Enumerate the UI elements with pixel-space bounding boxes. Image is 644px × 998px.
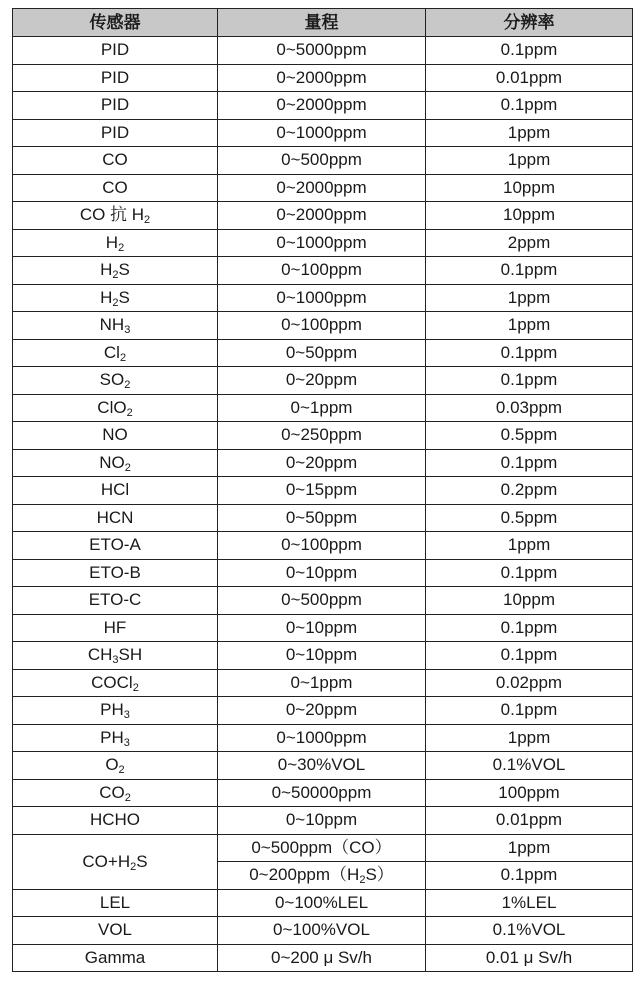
sensor-cell: $H_2S$: [13, 257, 218, 285]
sensor-cell: $CO+H_2S$: [13, 834, 218, 889]
resolution-cell: 1ppm: [426, 119, 633, 147]
table-row: [13, 92, 633, 120]
range-cell: 0~10ppm: [218, 807, 426, 835]
table-row: [13, 724, 633, 752]
sensor-cell: COCl$_2$: [13, 669, 218, 697]
table-row: [13, 834, 633, 862]
resolution-cell: 0.1ppm: [426, 92, 633, 120]
column-header-resolution: 分辨率: [426, 9, 633, 37]
range-cell: 0~10ppm: [218, 614, 426, 642]
table-row: [13, 449, 633, 477]
range-cell: 0~10ppm: [218, 642, 426, 670]
column-header-range: 量程: [218, 9, 426, 37]
resolution-cell: 0.1ppm: [426, 257, 633, 285]
sensor-cell: CO: [13, 147, 218, 175]
sensor-cell: PID: [13, 92, 218, 120]
sensor-cell: ClO$_2$: [13, 394, 218, 422]
sensor-spec-sheet: [12, 8, 632, 972]
resolution-cell: 0.1%VOL: [426, 752, 633, 780]
table-row: [13, 944, 633, 972]
resolution-cell: 0.2ppm: [426, 477, 633, 505]
table-row: [13, 917, 633, 945]
range-cell: 0~2000ppm: [218, 64, 426, 92]
table-row: [13, 339, 633, 367]
range-cell: 0~20ppm: [218, 697, 426, 725]
table-row: [13, 422, 633, 450]
column-header-sensor: 传感器: [13, 9, 218, 37]
table-row: [13, 257, 633, 285]
range-cell: 0~50000ppm: [218, 779, 426, 807]
table-row: [13, 174, 633, 202]
resolution-cell: 10ppm: [426, 174, 633, 202]
resolution-cell: 1ppm: [426, 312, 633, 340]
sensor-cell: NO: [13, 422, 218, 450]
resolution-cell: 0.1ppm: [426, 339, 633, 367]
sensor-cell: $NO_2$: [13, 449, 218, 477]
range-cell: 0~1ppm: [218, 394, 426, 422]
range-cell: 0~15ppm: [218, 477, 426, 505]
resolution-cell: 0.1ppm: [426, 37, 633, 65]
range-cell: 0~20ppm: [218, 367, 426, 395]
sensor-cell: $H_2$: [13, 229, 218, 257]
sensor-cell: HCN: [13, 504, 218, 532]
range-cell: 0~200 μ Sv/h: [218, 944, 426, 972]
table-row: [13, 367, 633, 395]
resolution-cell: 0.1ppm: [426, 614, 633, 642]
table-header-row: [13, 9, 633, 37]
range-cell: 0~50ppm: [218, 339, 426, 367]
table-row: [13, 394, 633, 422]
resolution-cell: 0.1ppm: [426, 862, 633, 890]
sensor-cell: PID: [13, 37, 218, 65]
table-row: [13, 312, 633, 340]
range-cell: $0\sim 200ppm(H_2S)$: [218, 862, 426, 890]
sensor-cell: ETO-C: [13, 587, 218, 615]
table-row: [13, 504, 633, 532]
sensor-cell: $CO_2$: [13, 779, 218, 807]
resolution-cell: 0.1ppm: [426, 367, 633, 395]
resolution-cell: 0.03ppm: [426, 394, 633, 422]
sensor-cell: HF: [13, 614, 218, 642]
sensor-cell: LEL: [13, 889, 218, 917]
sensor-cell: $PH_3$: [13, 697, 218, 725]
range-cell: 0~1000ppm: [218, 284, 426, 312]
range-cell: 0~10ppm: [218, 559, 426, 587]
sensor-cell: Gamma: [13, 944, 218, 972]
resolution-cell: 2ppm: [426, 229, 633, 257]
range-cell: 0~2000ppm: [218, 202, 426, 230]
range-cell: 0~1000ppm: [218, 724, 426, 752]
range-cell: 0~500ppm: [218, 587, 426, 615]
sensor-cell: $H_2S$: [13, 284, 218, 312]
sensor-cell: $SO_2$: [13, 367, 218, 395]
table-row: [13, 64, 633, 92]
resolution-cell: 0.01 μ Sv/h: [426, 944, 633, 972]
resolution-cell: 0.01ppm: [426, 807, 633, 835]
table-row: [13, 119, 633, 147]
table-row: [13, 284, 633, 312]
resolution-cell: 1ppm: [426, 724, 633, 752]
table-row: [13, 559, 633, 587]
resolution-cell: 0.1ppm: [426, 697, 633, 725]
resolution-cell: 1ppm: [426, 834, 633, 862]
range-cell: 0~1000ppm: [218, 119, 426, 147]
range-cell: 0~1000ppm: [218, 229, 426, 257]
sensor-cell: VOL: [13, 917, 218, 945]
sensor-cell: $PH_3$: [13, 724, 218, 752]
resolution-cell: 100ppm: [426, 779, 633, 807]
table-row: [13, 532, 633, 560]
range-cell: 0~500ppm（CO）: [218, 834, 426, 862]
range-cell: 0~50ppm: [218, 504, 426, 532]
range-cell: 0~2000ppm: [218, 92, 426, 120]
range-cell: 0~100ppm: [218, 532, 426, 560]
sensor-cell: CO: [13, 174, 218, 202]
table-row: [13, 669, 633, 697]
table-row: [13, 807, 633, 835]
table-row: [13, 229, 633, 257]
table-row: [13, 697, 633, 725]
range-cell: 0~100%VOL: [218, 917, 426, 945]
sensor-cell: ETO-A: [13, 532, 218, 560]
range-cell: 0~100%LEL: [218, 889, 426, 917]
resolution-cell: 0.5ppm: [426, 504, 633, 532]
range-cell: 0~2000ppm: [218, 174, 426, 202]
table-row: [13, 642, 633, 670]
range-cell: 0~100ppm: [218, 312, 426, 340]
resolution-cell: 0.02ppm: [426, 669, 633, 697]
resolution-cell: 10ppm: [426, 587, 633, 615]
range-cell: 0~5000ppm: [218, 37, 426, 65]
sensor-cell: PID: [13, 119, 218, 147]
sensor-cell: $NH_3$: [13, 312, 218, 340]
resolution-cell: 10ppm: [426, 202, 633, 230]
sensor-cell: $CH_3SH$: [13, 642, 218, 670]
range-cell: 0~20ppm: [218, 449, 426, 477]
resolution-cell: 1ppm: [426, 284, 633, 312]
sensor-cell: $O_2$: [13, 752, 218, 780]
sensor-cell: CO 抗 $H_2$: [13, 202, 218, 230]
table-row: [13, 779, 633, 807]
table-row: [13, 477, 633, 505]
range-cell: 0~100ppm: [218, 257, 426, 285]
resolution-cell: 0.1ppm: [426, 559, 633, 587]
table-row: [13, 752, 633, 780]
table-row: [13, 889, 633, 917]
resolution-cell: 0.1ppm: [426, 449, 633, 477]
table-row: [13, 202, 633, 230]
table-row: [13, 587, 633, 615]
table-row: [13, 37, 633, 65]
range-cell: 0~30%VOL: [218, 752, 426, 780]
range-cell: 0~500ppm: [218, 147, 426, 175]
sensor-cell: PID: [13, 64, 218, 92]
range-cell: 0~250ppm: [218, 422, 426, 450]
resolution-cell: 1ppm: [426, 532, 633, 560]
resolution-cell: 0.1ppm: [426, 642, 633, 670]
table-row: [13, 147, 633, 175]
table-body: [13, 37, 633, 972]
sensor-cell: ETO-B: [13, 559, 218, 587]
resolution-cell: 1%LEL: [426, 889, 633, 917]
resolution-cell: 0.1%VOL: [426, 917, 633, 945]
resolution-cell: 0.01ppm: [426, 64, 633, 92]
range-cell: 0~1ppm: [218, 669, 426, 697]
sensor-cell: HCl: [13, 477, 218, 505]
sensor-cell: $Cl_2$: [13, 339, 218, 367]
table-row: [13, 614, 633, 642]
sensor-spec-table: [12, 8, 633, 972]
sensor-cell: HCHO: [13, 807, 218, 835]
resolution-cell: 1ppm: [426, 147, 633, 175]
resolution-cell: 0.5ppm: [426, 422, 633, 450]
